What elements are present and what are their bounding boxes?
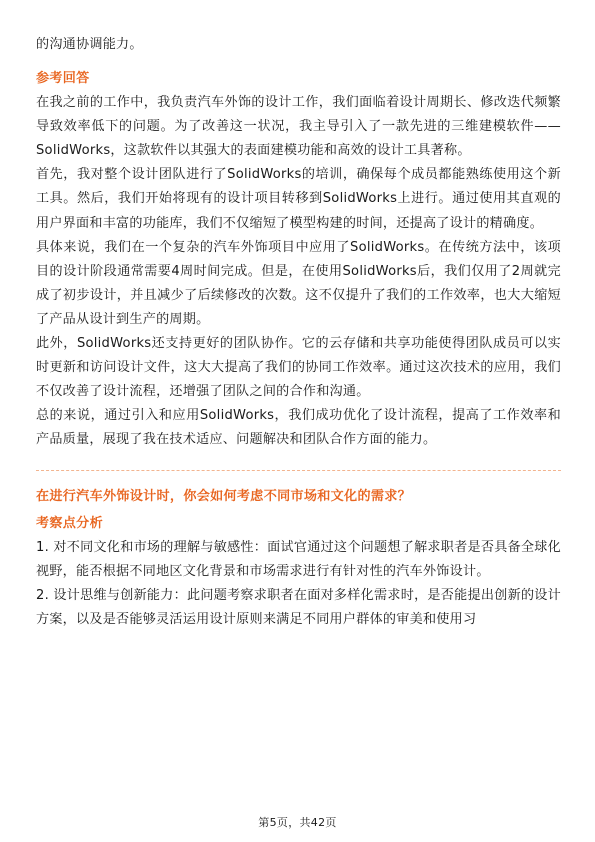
page-number-footer: 第5页，共42页 [258,816,337,829]
analysis-heading: 考察点分析 [36,515,103,531]
analysis-point: 2. 设计思维与创新能力：此问题考察求职者在面对多样化需求时，是否能提出创新的设计方案，以及是否能够灵活运用设计原则来满足不同用户群体的审美和使用习 [36,587,561,627]
reference-answer-heading: 参考回答 [36,71,90,87]
answer-body [36,91,561,452]
answer-paragraph: 此外，SolidWorks还支持更好的团队协作。它的云存储和共享功能使得团队成员可以实时更新和访问设计文件，这大大提高了我们的协同工作效率。通过这次技术的应用，我们不仅改善了设计流程，还增强了团队之间的合作和沟通。 [36,336,561,400]
page-content [36,33,561,632]
answer-paragraph: 首先，我对整个设计团队进行了SolidWorks的培训，确保每个成员都能熟练使用这个新工具。然后，我们开始将现有的设计项目转移到SolidWorks上进行。通过使用其直观的用户界面和丰富的功能库，我们不仅缩短了模型构建的时间，还提高了设计的精确度。 [36,167,561,231]
analysis-body [36,536,561,632]
answer-paragraph: 在我之前的工作中，我负责汽车外饰的设计工作，我们面临着设计周期长、修改迭代频繁导致效率低下的问题。为了改善这一状况，我主导引入了一款先进的三维建模软件——SolidWorks，这款软件以其强大的表面建模功能和高效的设计工具著称。 [36,95,561,159]
answer-paragraph: 具体来说，我们在一个复杂的汽车外饰项目中应用了SolidWorks。在传统方法中，该项目的设计阶段通常需要4周时间完成。但是，在使用SolidWorks后，我们仅用了2周就完成了初步设计，并且减少了后续修改的次数。这不仅提升了我们的工作效率，也大大缩短了产品从设计到生产的周期。 [36,239,561,327]
section-divider [36,470,561,471]
analysis-point: 1. 对不同文化和市场的理解与敏感性：面试官通过这个问题想了解求职者是否具备全球化视野，能否根据不同地区文化背景和市场需求进行有针对性的汽车外饰设计。 [36,539,561,579]
interview-question: 在进行汽车外饰设计时，你会如何考虑不同市场和文化的需求？ [36,488,412,504]
intro-tail-text: 的沟通协调能力。 [36,37,143,52]
answer-paragraph: 总的来说，通过引入和应用SolidWorks，我们成功优化了设计流程，提高了工作效率和产品质量，展现了我在技术适应、问题解决和团队合作方面的能力。 [36,408,561,448]
